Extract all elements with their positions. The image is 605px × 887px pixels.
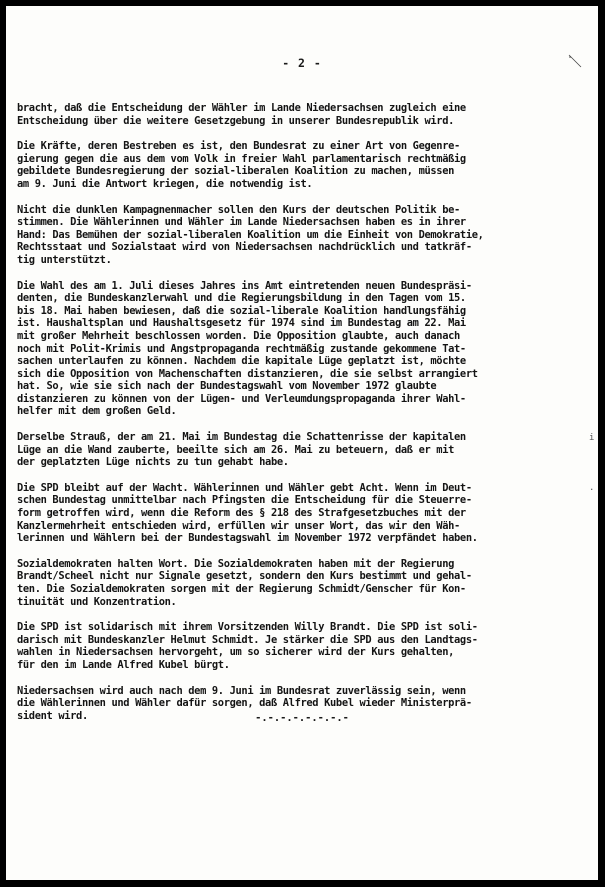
document-page	[6, 6, 598, 880]
page-number: - 2 -	[282, 56, 322, 70]
scan-corner-mark-icon	[568, 54, 582, 68]
text-line: helfer mit dem großen Geld.	[17, 405, 177, 418]
paragraph	[17, 621, 597, 671]
paragraph	[17, 280, 597, 419]
text-line: Rechtsstaat und Sozialstaat wird von Niedersachsen nachdrücklich und tatkräf-	[17, 241, 472, 254]
paragraph	[17, 558, 597, 608]
text-line: sich die Opposition von Machenschaften distanzieren, die sie selbst arrangiert	[17, 367, 478, 380]
text-line: die Wählerinnen und Wähler dafür sorgen, daß Alfred Kubel wieder Ministerprä-	[17, 697, 472, 710]
text-line: mit großer Mehrheit beschlossen worden. Die Opposition glaubte, auch danach	[17, 329, 460, 342]
document-body	[17, 102, 597, 735]
text-line: Die SPD ist solidarisch mit ihrem Vorsitzenden Willy Brandt. Die SPD ist soli-	[17, 621, 478, 634]
text-line: tinuität und Konzentration.	[17, 595, 177, 608]
text-line: Kanzlermehrheit entschieden wird, erfüllen wir unser Wort, das wir den Wäh-	[17, 519, 460, 532]
text-line: ten. Die Sozialdemokraten sorgen mit der Regierung Schmidt/Genscher für Kon-	[17, 583, 466, 595]
text-line: gebildete Bundesregierung der sozial-liberalen Koalition zu machen, müssen	[17, 165, 455, 178]
text-line: bis 18. Mai haben bewiesen, daß die sozial-liberale Koalition handlungsfähig	[17, 304, 466, 317]
paragraph	[17, 102, 597, 127]
text-line: Nicht die dunklen Kampagnenmacher sollen den Kurs der deutschen Politik be-	[17, 203, 460, 216]
paragraph	[17, 482, 597, 545]
text-line: Entscheidung über die weitere Gesetzgebung in unserer Bundesrepublik wird.	[17, 114, 455, 127]
text-line: stimmen. Die Wählerinnen und Wähler im Lande Niedersachsen haben es in ihrer	[17, 216, 466, 229]
text-line: gierung gegen die aus dem vom Volk in freier Wahl parlamentarisch rechtmäßig	[17, 152, 466, 165]
text-line: Die Kräfte, deren Bestreben es ist, den Bundesrat zu einer Art von Gegenre-	[17, 140, 460, 153]
paragraph	[17, 140, 597, 190]
text-line: schen Bundestag unmittelbar nach Pfingsten die Entscheidung für die Steuerre-	[17, 494, 472, 507]
text-line: Derselbe Strauß, der am 21. Mai im Bundestag die Schattenrisse der kapitalen	[17, 431, 466, 444]
text-line: für den im Lande Alfred Kubel bürgt.	[17, 658, 230, 671]
text-line: Brandt/Scheel nicht nur Signale gesetzt, sondern den Kurs bestimmt und gehal-	[17, 570, 472, 583]
text-line: lerinnen und Wählern bei der Bundestagswahl im November 1972 verpfändet haben.	[17, 532, 478, 545]
margin-mark: .	[589, 483, 595, 493]
text-line: sachen unterlaufen zu können. Nachdem die kapitale Lüge geplatzt ist, möchte	[17, 355, 466, 368]
margin-mark: i	[589, 433, 595, 443]
text-line: bracht, daß die Entscheidung der Wähler im Lande Niedersachsen zugleich eine	[17, 102, 466, 114]
closing-separator: -.-.-.-.-.-.-.-	[255, 712, 349, 724]
text-line: ist. Haushaltsplan und Haushaltsgesetz für 1974 sind im Bundestag am 22. Mai	[17, 317, 466, 330]
text-line: tig unterstützt.	[17, 253, 112, 266]
text-line: der geplatzten Lüge nichts zu tun gehabt habe.	[17, 456, 289, 469]
text-line: am 9. Juni die Antwort kriegen, die notwendig ist.	[17, 177, 313, 190]
text-line: denten, die Bundeskanzlerwahl und die Regierungsbildung in den Tagen vom 15.	[17, 292, 466, 305]
text-line: noch mit Polit-Krimis und Angstpropaganda rechtmäßig zustande gekommene Tat-	[17, 342, 466, 355]
text-line: darisch mit Bundeskanzler Helmut Schmidt. Je stärker die SPD aus den Landtags-	[17, 633, 478, 646]
text-line: sident wird.	[17, 709, 88, 722]
text-line: wahlen in Niedersachsen hervorgeht, um so sicherer wird der Kurs gehalten,	[17, 646, 455, 659]
paragraph	[17, 431, 597, 469]
text-line: Sozialdemokraten halten Wort. Die Sozialdemokraten haben mit der Regierung	[17, 557, 455, 570]
text-line: Niedersachsen wird auch nach dem 9. Juni im Bundesrat zuverlässig sein, wenn	[17, 684, 466, 697]
text-line: form getroffen wird, wenn die Reform des § 218 des Strafgesetzbuches mit der	[17, 507, 466, 520]
text-line: Die SPD bleibt auf der Wacht. Wählerinnen und Wähler gebt Acht. Wenn im Deut-	[17, 481, 472, 494]
text-line: hat. So, wie sie sich nach der Bundestagswahl vom November 1972 glaubte	[17, 380, 437, 393]
paragraph	[17, 204, 597, 267]
text-line: distanzieren zu können von der Lügen- und Verleumdungspropaganda ihrer Wahl-	[17, 392, 466, 405]
text-line: Hand: Das Bemühen der sozial-liberalen Koalition um die Einheit von Demokratie,	[17, 228, 484, 241]
text-line: Lüge an die Wand zauberte, beeilte sich am 26. Mai zu beteuern, daß er mit	[17, 443, 455, 456]
text-line: Die Wahl des am 1. Juli dieses Jahres ins Amt eintretenden neuen Bundespräsi-	[17, 279, 472, 292]
